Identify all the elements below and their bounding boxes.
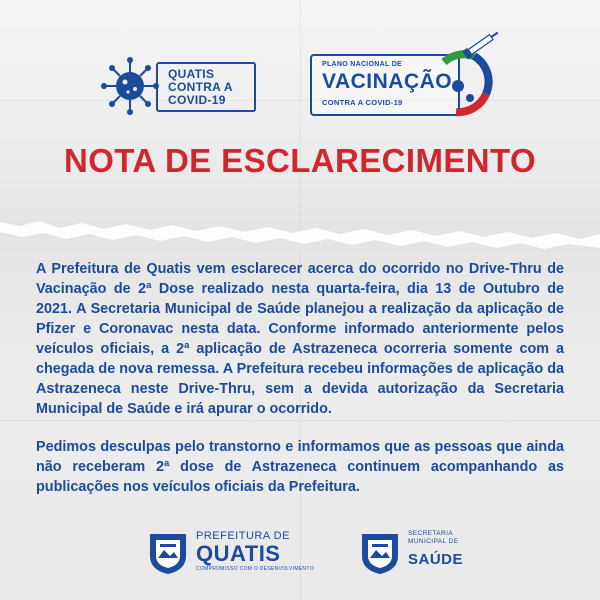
prefeitura-logo-title: QUATIS	[196, 541, 281, 566]
saude-logo-small: SECRETARIA MUNICIPAL DE	[408, 530, 459, 545]
page-title: NOTA DE ESCLARECIMENTO	[63, 142, 537, 179]
prefeitura-logo-small: PREFEITURA DE	[196, 530, 290, 542]
quatis-logo-line2: CONTRA A	[168, 80, 233, 94]
municipal-crest-icon	[358, 528, 402, 576]
plano-nacional-vacinacao-logo	[310, 32, 510, 122]
saude-logo-title: SAÚDE	[408, 551, 464, 568]
torn-paper-edge	[0, 212, 600, 252]
vaccine-syringe-icon	[430, 32, 510, 122]
vacinacao-logo-small: PLANO NACIONAL DE	[322, 61, 403, 68]
body-paragraph-2: Pedimos desculpas pelo transtorno e informamos que as pessoas que ainda não receberam 2ª dose de Astrazeneca continuem acompanhando as publicações nos veículos oficiais da Prefeitura.	[36, 439, 564, 495]
body-paragraph-1: A Prefeitura de Quatis vem esclarecer acerca do ocorrido no Drive-Thru de Vacinação de 2ª Dose realizado nesta quarta-feira, dia 13 de Outubro de 2021. A Secretaria Municipal de Saúde planejou a realização da aplicação de Pfizer e Coronavac nesta data. Conforme informado anteriormente pelos veículos oficiais, a 2ª aplicação de Astrazeneca ocorreria somente com a chegada de nova remessa. A Prefeitura recebeu informações de aplicação da Astrazeneca neste Drive-Thru, sem a devida autorização da Secretaria Municipal de Saúde e irá apurar o ocorrido.	[36, 261, 564, 417]
virus-icon	[100, 56, 160, 116]
quatis-contra-covid-logo	[100, 56, 260, 116]
vacinacao-logo-title: VACINAÇÃO	[322, 70, 453, 93]
vacinacao-logo-subtitle: CONTRA A COVID-19	[322, 98, 403, 107]
prefeitura-logo-tagline: COMPROMISSO COM O DESENVOLVIMENTO	[196, 566, 314, 572]
quatis-logo-text-box	[156, 62, 256, 112]
prefeitura-quatis-logo	[146, 524, 316, 578]
quatis-logo-line3: COVID-19	[168, 93, 226, 107]
municipal-crest-icon	[146, 528, 190, 576]
quatis-logo-line1: QUATIS	[168, 67, 215, 81]
secretaria-saude-logo	[358, 524, 478, 578]
